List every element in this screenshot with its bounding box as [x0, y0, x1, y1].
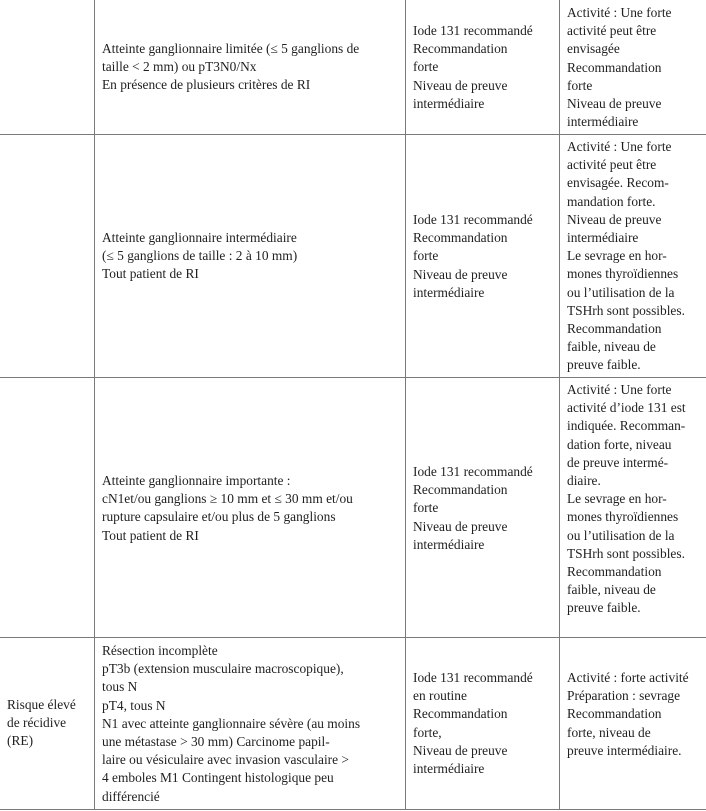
table-bottom-border — [0, 809, 706, 810]
column-divider — [405, 0, 406, 810]
row-divider — [0, 377, 706, 378]
row-divider — [0, 134, 706, 135]
iodine-cell: Iode 131 recommandé Recommandation forte Niveau de preuve intermédiaire — [413, 464, 533, 552]
criteria-cell: Atteinte ganglionnaire limitée (≤ 5 ganglions de taille < 2 mm) ou pT3N0/Nx En présence de plusieurs critères de RI — [102, 41, 360, 93]
iodine-cell: Iode 131 recommandé en routine Recommandation forte, Niveau de preuve intermédiaire — [413, 670, 533, 777]
criteria-cell: Résection incomplète pT3b (extension musculaire macroscopique), tous N pT4, tous N N1 avec atteinte ganglionnaire sévère (au moins une métastase > 30 mm) Carcinome papil- laire ou vésiculaire avec invasion vasculaire > 4 emboles M1 Contingent histologique peu différencié — [102, 643, 361, 804]
activity-cell: Activité : forte activité Préparation : sevrage Recommandation forte, niveau de preuve intermédiaire. — [567, 670, 689, 758]
row-divider — [0, 637, 706, 638]
column-divider — [94, 0, 95, 810]
criteria-cell: Atteinte ganglionnaire importante : cN1et/ou ganglions ≥ 10 mm et ≤ 30 mm et/ou rupture capsulaire et/ou plus de 5 ganglions Tout patient de RI — [102, 473, 353, 543]
activity-cell: Activité : Une forte activité d’iode 131 est indiquée. Recomman- dation forte, niveau de preuve intermé- diaire. Le sevrage en hor- mones thyroïdiennes ou l’utilisation de la TSHrh sont possibles. Recommandation faible, niveau de preuve faible. — [567, 382, 686, 616]
risk-category-cell: Risque élevé de récidive (RE) — [7, 697, 76, 749]
criteria-cell: Atteinte ganglionnaire intermédiaire (≤ 5 ganglions de taille : 2 à 10 mm) Tout patient de RI — [102, 230, 298, 282]
iodine-cell: Iode 131 recommandé Recommandation forte Niveau de preuve intermédiaire — [413, 23, 533, 111]
activity-cell: Activité : Une forte activité peut être envisagée Recommandation forte Niveau de preuve intermédiaire — [567, 5, 672, 130]
iodine-cell: Iode 131 recommandé Recommandation forte Niveau de preuve intermédiaire — [413, 212, 533, 300]
column-divider — [559, 0, 560, 810]
activity-cell: Activité : Une forte activité peut être envisagée. Recom- mandation forte. Niveau de preuve intermédiaire Le sevrage en hor- mones thyroïdiennes ou l’utilisation de la TSHrh sont possibles. Recommandation faible, niveau de preuve faible. — [567, 139, 685, 373]
